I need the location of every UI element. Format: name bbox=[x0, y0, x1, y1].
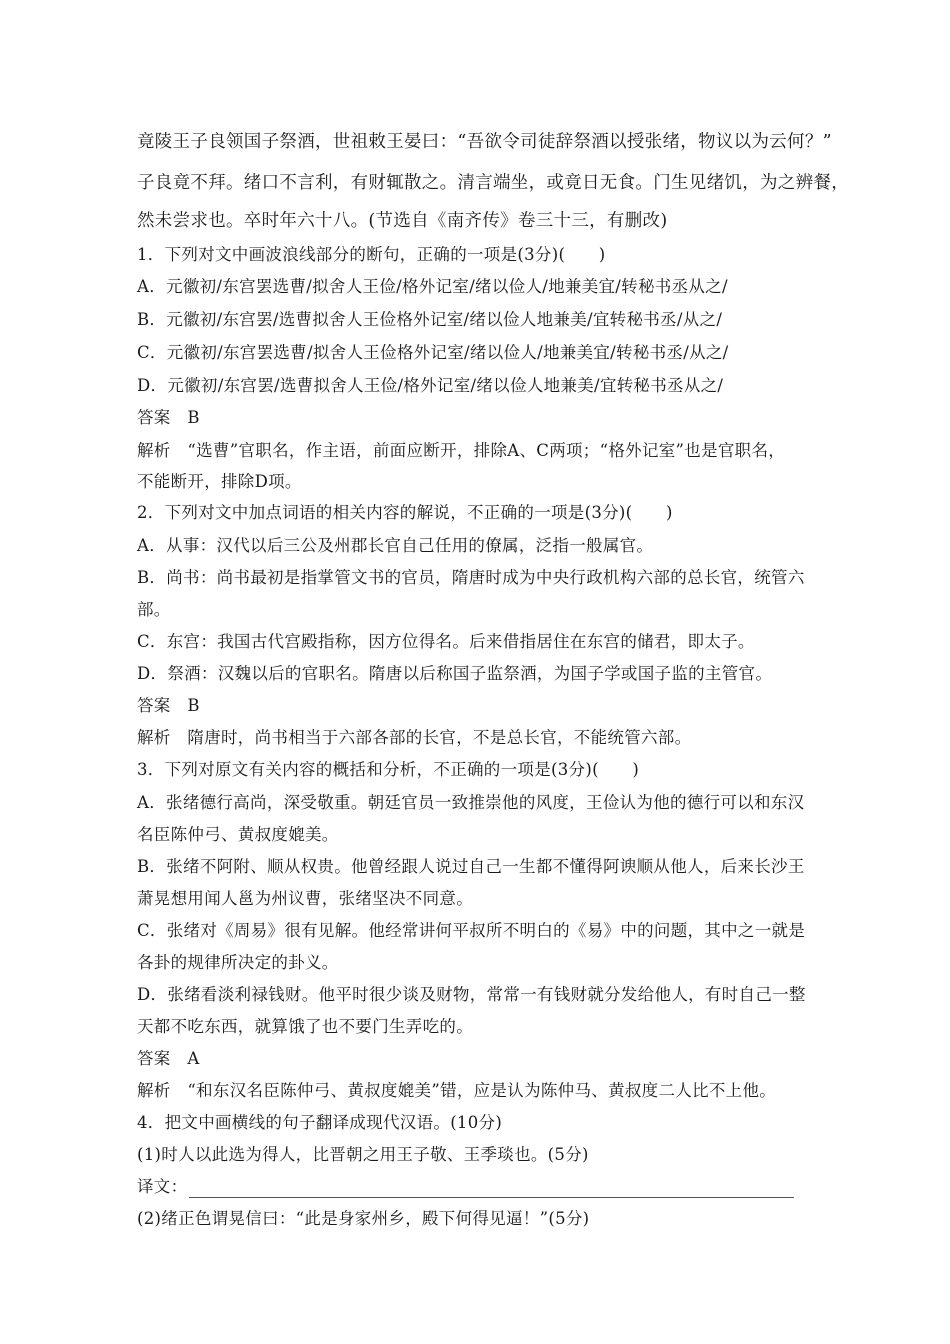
question-2-option-d: D．祭酒：汉魏以后的官职名。隋唐以后称国子监祭酒，为国子学或国子监的主管官。 bbox=[137, 664, 773, 683]
translation-label: 译文： bbox=[137, 1177, 188, 1196]
question-1-analysis: 不能断开，排除D项。 bbox=[137, 472, 302, 491]
question-4-sub-2: (2)绪正色谓晃信曰：“此是身家州乡，殿下何得见逼！”(5分) bbox=[137, 1209, 590, 1228]
question-3-option-d: D．张绪看淡利禄钱财。他平时很少谈及财物，常常一有钱财就分发给他人，有时自己一整 bbox=[137, 985, 806, 1004]
question-3-option-a: A．张绪德行高尚，深受敬重。朝廷官员一致推崇他的风度，王俭认为他的德行可以和东汉 bbox=[137, 793, 805, 812]
passage-line: 然未尝求也。卒时年六十八。(节选自《南齐传》卷三十三，有删改) bbox=[137, 211, 668, 231]
question-3-answer: 答案 A bbox=[137, 1049, 200, 1068]
question-2-option-a: A．从事：汉代以后三公及州郡长官自己任用的僚属，泛指一般属官。 bbox=[137, 536, 654, 555]
question-3-analysis: 解析 “和东汉名臣陈仲弓、黄叔度媲美”错，应是认为陈仲马、黄叔度二人比不上他。 bbox=[137, 1081, 777, 1100]
question-1-option-d: D．元徽初/东宫罢/选曹拟舍人王俭/格外记室/绪以俭人地兼美/宜转秘书丞从之/ bbox=[137, 376, 724, 395]
question-1-option-b: B．元徽初/东宫罢/选曹拟舍人王俭格外记室/绪以俭人地兼美/宜转秘书丞/从之/ bbox=[137, 310, 723, 329]
question-3-stem: 3．下列对原文有关内容的概括和分析，不正确的一项是(3分)( ) bbox=[137, 760, 640, 779]
question-1-option-a: A．元徽初/东宫罢选曹/拟舍人王俭/格外记室/绪以俭人/地兼美宜/转秘书丞从之/ bbox=[137, 277, 728, 296]
question-2-stem: 2．下列对文中加点词语的相关内容的解说，不正确的一项是(3分)( ) bbox=[137, 503, 673, 522]
question-2-option-b-cont: 部。 bbox=[137, 600, 171, 619]
question-3-option-c: C．张绪对《周易》很有见解。他经常讲何平叔所不明白的《易》中的问题，其中之一就是 bbox=[137, 921, 806, 940]
question-2-analysis: 解析 隋唐时，尚书相当于六部各部的长官，不是总长官，不能统管六部。 bbox=[137, 728, 692, 747]
question-2-option-b: B．尚书：尚书最初是指掌管文书的官员，隋唐时成为中央行政机构六部的总长官，统管六 bbox=[137, 568, 805, 587]
question-4-sub-1: (1)时人以此选为得人，比晋朝之用王子敬、王季琰也。(5分) bbox=[137, 1145, 589, 1164]
question-1-stem: 1．下列对文中画波浪线部分的断句，正确的一项是(3分)( ) bbox=[137, 245, 606, 264]
question-3-option-c-cont: 各卦的规律所决定的卦义。 bbox=[137, 953, 339, 972]
passage-line: 子良竟不拜。绪口不言利，有财辄散之。清言端坐，或竟日无食。门生见绪饥，为之辨餐， bbox=[137, 173, 849, 193]
question-1-option-c: C．元徽初/东宫罢选曹/拟舍人王俭格外记室/绪以俭人/地兼美宜/转秘书丞/从之/ bbox=[137, 343, 729, 362]
question-3-option-b: B．张绪不阿附、顺从权贵。他曾经跟人说过自己一生都不懂得阿谀顺从他人，后来长沙王 bbox=[137, 857, 805, 876]
translation-answer-line[interactable] bbox=[189, 1181, 794, 1198]
question-1-answer: 答案 B bbox=[137, 408, 200, 427]
question-2-answer: 答案 B bbox=[137, 696, 200, 715]
question-2-option-c: C．东宫：我国古代宫殿指称，因方位得名。后来借指居住在东宫的储君，即太子。 bbox=[137, 632, 755, 651]
question-1-analysis: 解析 “选曹”官职名，作主语，前面应断开，排除A、C两项；“格外记室”也是官职名， bbox=[137, 441, 786, 460]
question-4-stem: 4．把文中画横线的句子翻译成现代汉语。(10分) bbox=[137, 1113, 503, 1132]
question-3-option-b-cont: 萧晃想用闻人邕为州议曹，张绪坚决不同意。 bbox=[137, 889, 473, 908]
translation-row bbox=[137, 1176, 837, 1198]
question-3-option-a-cont: 名臣陈仲弓、黄叔度媲美。 bbox=[137, 825, 339, 844]
passage-line: 竟陵王子良领国子祭酒，世祖敕王晏曰：“吾欲令司徒辞祭酒以授张绪，物议以为云何？” bbox=[137, 132, 832, 152]
question-3-option-d-cont: 天都不吃东西，就算饿了也不要门生弄吃的。 bbox=[137, 1017, 473, 1036]
